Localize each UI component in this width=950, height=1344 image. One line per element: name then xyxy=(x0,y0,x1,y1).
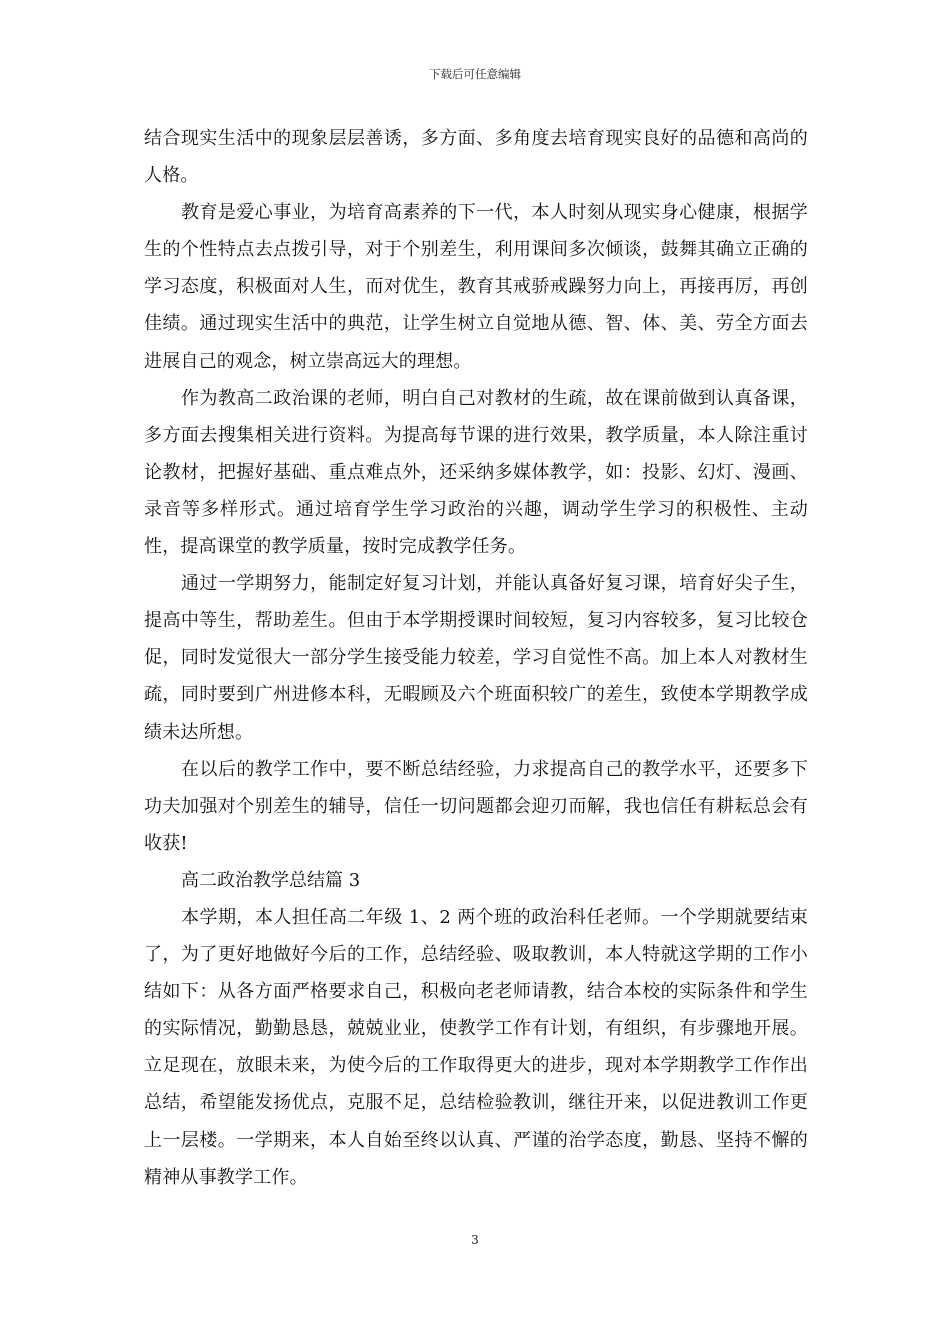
paragraph-semester-summary: 本学期，本人担任高二年级 1、2 两个班的政治科任老师。一个学期就要结束了，为了更好地做好今后的工作，总结经验、吸取教训，本人特就这学期的工作小结如下：从各方面严格要求自己，积极向老老师请教，结合本校的实际条件和学生的实际情况，勤勤恳恳，兢兢业业，使教学工作有计划，有组织，有步骤地开展。立足现在，放眼未来，为使今后的工作取得更大的进步，现对本学期教学工作作出总结，希望能发扬优点，克服不足，总结检验教训，继往开来，以促进教训工作更上一层楼。一学期来，本人自始至终以认真、严谨的治学态度，勤恳、坚持不懈的精神从事教学工作。 xyxy=(144,906,808,1188)
paragraph-review-plan: 通过一学期努力，能制定好复习计划，并能认真备好复习课，培育好尖子生，提高中等生，帮助差生。但由于本学期授课时间较短，复习内容较多，复习比较仓促，同时发觉很大一部分学生接受能力较差，学习自觉性不高。加上本人对教材生疏，同时要到广州进修本科，无暇顾及六个班面积较广的差生，致使本学期教学成绩未达所想。 xyxy=(144,573,808,743)
paragraph-continued: 结合现实生活中的现象层层善诱，多方面、多角度去培育现实良好的品德和高尚的人格。 xyxy=(144,128,808,187)
page-header-note: 下载后可任意编辑 xyxy=(429,67,521,81)
document-body xyxy=(144,120,808,1196)
section-heading: 高二政治教学总结篇 3 xyxy=(181,869,361,891)
paragraph-moral-education: 教育是爱心事业，为培育高素养的下一代，本人时刻从现实身心健康，根据学生的个性特点去点拨引导，对于个别差生，利用课间多次倾谈，鼓舞其确立正确的学习态度，积极面对人生，而对优生，教育其戒骄戒躁努力向上，再接再厉，再创佳绩。通过现实生活中的典范，让学生树立自觉地从德、智、体、美、劳全方面去进展自己的观念，树立崇高远大的理想。 xyxy=(144,202,808,372)
paragraph-future-work: 在以后的教学工作中，要不断总结经验，力求提高自己的教学水平，还要多下功夫加强对个别差生的辅导，信任一切问题都会迎刃而解，我也信任有耕耘总会有收获! xyxy=(144,758,808,854)
paragraph-lesson-preparation: 作为教高二政治课的老师，明白自己对教材的生疏，故在课前做到认真备课，多方面去搜集相关进行资料。为提高每节课的进行效果，教学质量，本人除注重讨论教材，把握好基础、重点难点外，还采纳多媒体教学，如：投影、幻灯、漫画、录音等多样形式。通过培育学生学习政治的兴趣，调动学生学习的积极性、主动性，提高课堂的教学质量，按时完成教学任务。 xyxy=(144,387,808,558)
page-number: 3 xyxy=(471,1233,479,1247)
